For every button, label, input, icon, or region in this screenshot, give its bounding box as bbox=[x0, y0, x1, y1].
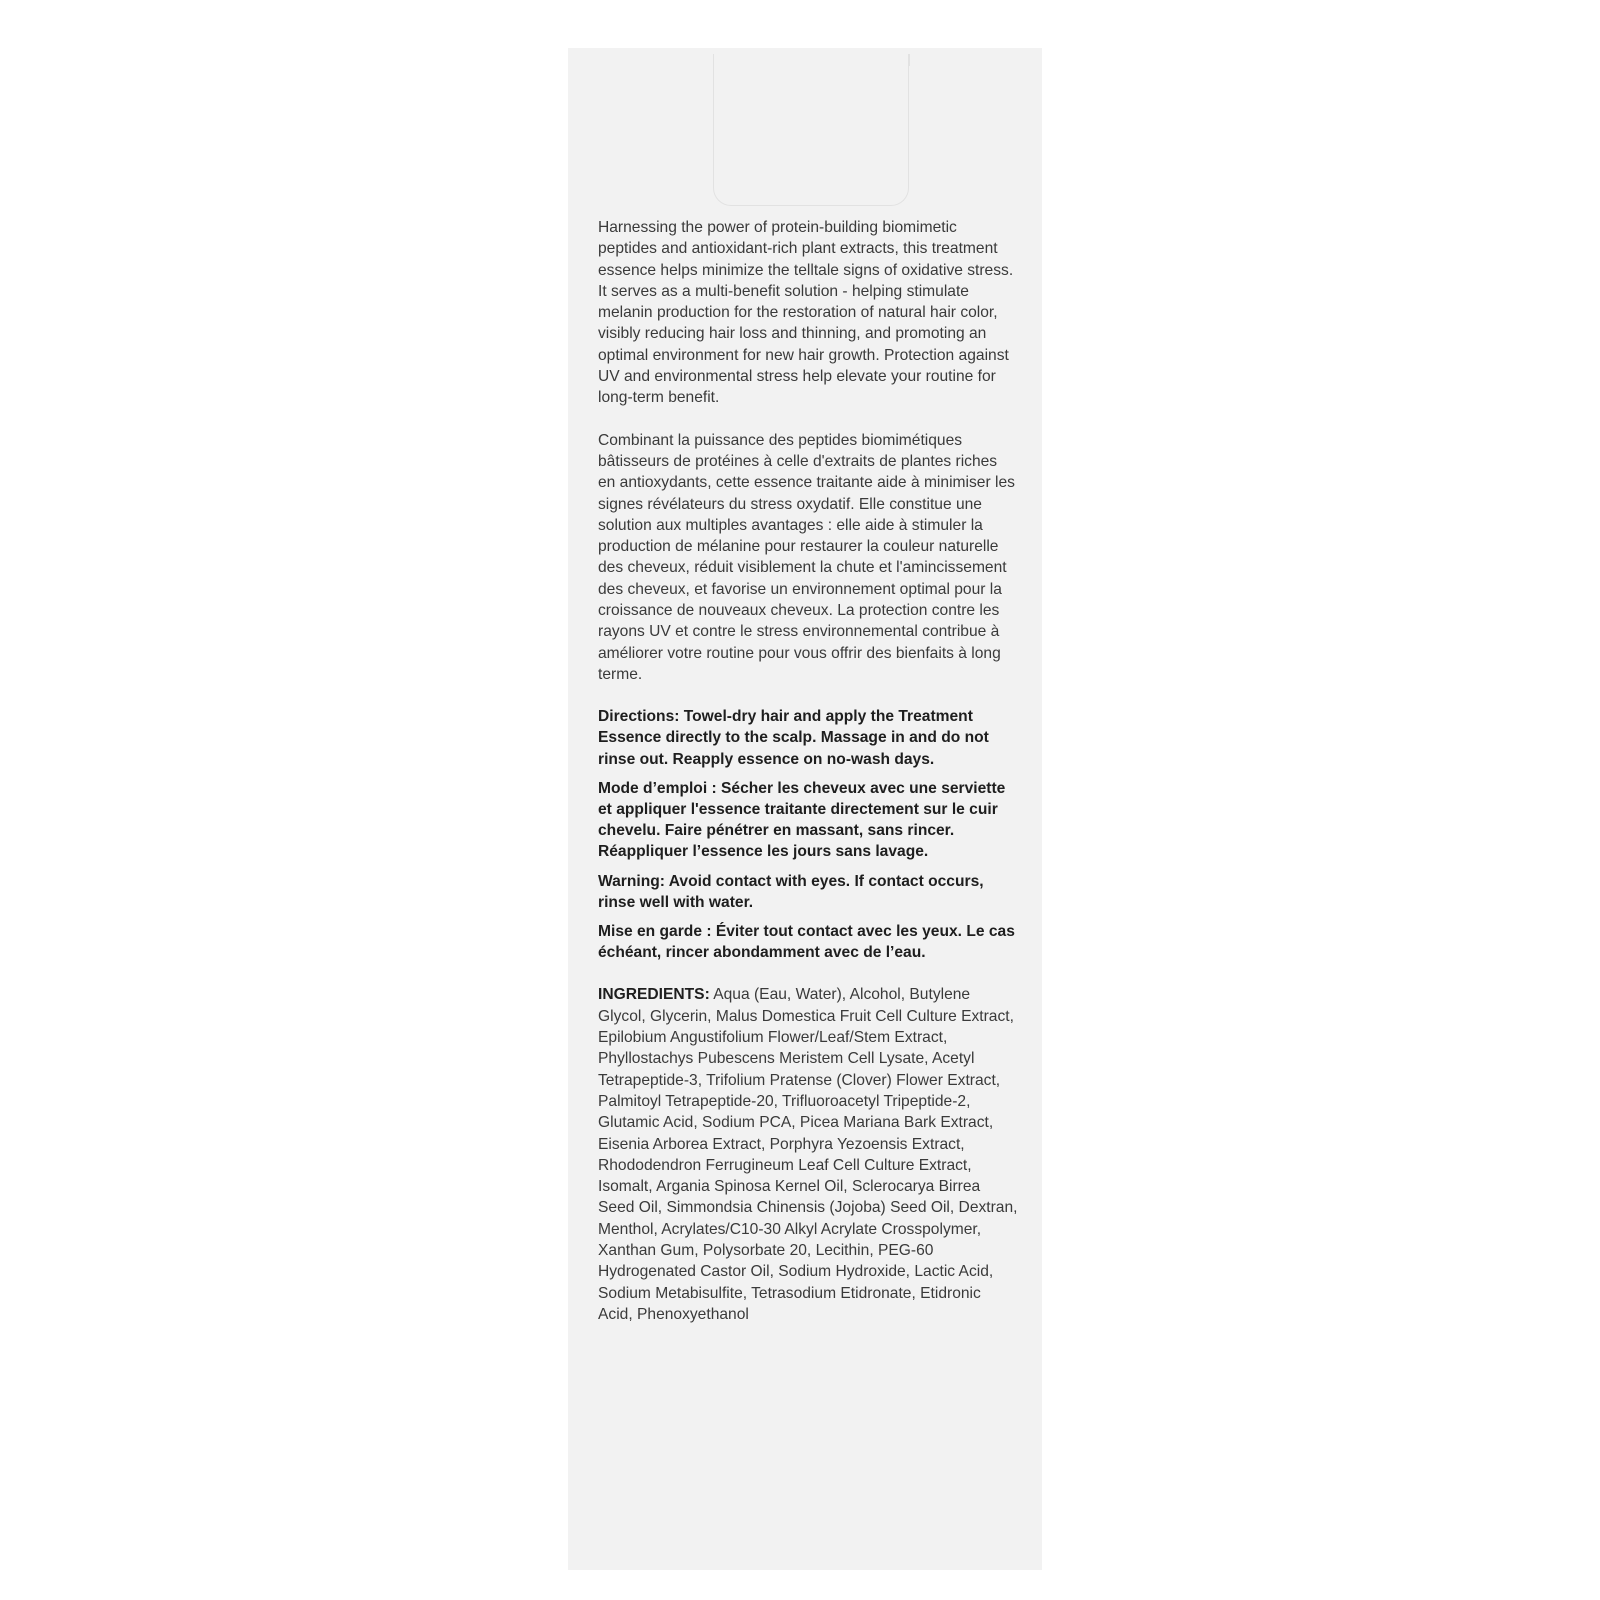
directions-french: Mode d’emploi : Sécher les cheveux avec une serviette et appliquer l'essence traitante directement sur le cuir chevelu. Faire pénétrer en massant, sans rincer. Réappliquer l’essence les jours sans lavage. bbox=[598, 779, 1006, 861]
warning-english: Warning: Avoid contact with eyes. If contact occurs, rinse well with water. bbox=[598, 872, 984, 911]
label-text-area bbox=[598, 217, 1018, 1341]
description-french: Combinant la puissance des peptides biomimétiques bâtisseurs de protéines à celle d'extraits de plantes riches en antioxydants, cette essence traitante aide à minimiser les signes révélateurs du stress oxydatif. Elle constitue une solution aux multiples avantages : elle aide à stimuler la production de mélanine pour restaurer la couleur naturelle des cheveux, réduit visiblement la chute et l'amincissement des cheveux, et favorise un environnement optimal pour la croissance de nouveaux cheveux. La protection contre les rayons UV et contre le stress environnemental contribue à améliorer votre routine pour vous offrir des bienfaits à long terme. bbox=[598, 431, 1015, 683]
product-box-back-panel bbox=[568, 48, 1042, 1570]
description-english: Harnessing the power of protein-building biomimetic peptides and antioxidant-rich plant extracts, this treatment essence helps minimize the telltale signs of oxidative stress. It serves as a multi-benefit solution - helping stimulate melanin production for the restoration of natural hair color, visibly reducing hair loss and thinning, and promoting an optimal environment for new hair growth. Protection against UV and environmental stress help elevate your routine for long-term benefit. bbox=[598, 219, 1014, 407]
hang-tab-outline bbox=[713, 66, 909, 206]
directions-english: Directions: Towel-dry hair and apply the Treatment Essence directly to the scalp. Massage in and do not rinse out. Reapply essence on no-wash days. bbox=[598, 708, 989, 768]
ingredients-list bbox=[598, 984, 1018, 1325]
warning-french: Mise en garde : Éviter tout contact avec les yeux. Le cas échéant, rincer abondamment avec de l’eau. bbox=[598, 923, 1015, 962]
ingredients-label: INGREDIENTS: bbox=[598, 986, 710, 1004]
ingredients-text: Aqua (Eau, Water), Alcohol, Butylene Glycol, Glycerin, Malus Domestica Fruit Cell Culture Extract, Epilobium Angustifolium Flower/Leaf/Stem Extract, Phyllostachys Pubescens Meristem Cell Lysate, Acetyl Tetrapeptide-3, Trifolium Pratense (Clover) Flower Extract, Palmitoyl Tetrapeptide-20, Trifluoroacetyl Tripeptide-2, Glutamic Acid, Sodium PCA, Picea Mariana Bark Extract, Eisenia Arborea Extract, Porphyra Yezoensis Extract, Rhododendron Ferrugineum Leaf Cell Culture Extract, Isomalt, Argania Spinosa Kernel Oil, Sclerocarya Birrea Seed Oil, Simmondsia Chinensis (Jojoba) Seed Oil, Dextran, Menthol, Acrylates/C10-30 Alkyl Acrylate Crosspolymer, Xanthan Gum, Polysorbate 20, Lecithin, PEG-60 Hydrogenated Castor Oil, Sodium Hydroxide, Lactic Acid, Sodium Metabisulfite, Tetrasodium Etidronate, Etidronic Acid, Phenoxyethanol bbox=[598, 986, 1018, 1323]
